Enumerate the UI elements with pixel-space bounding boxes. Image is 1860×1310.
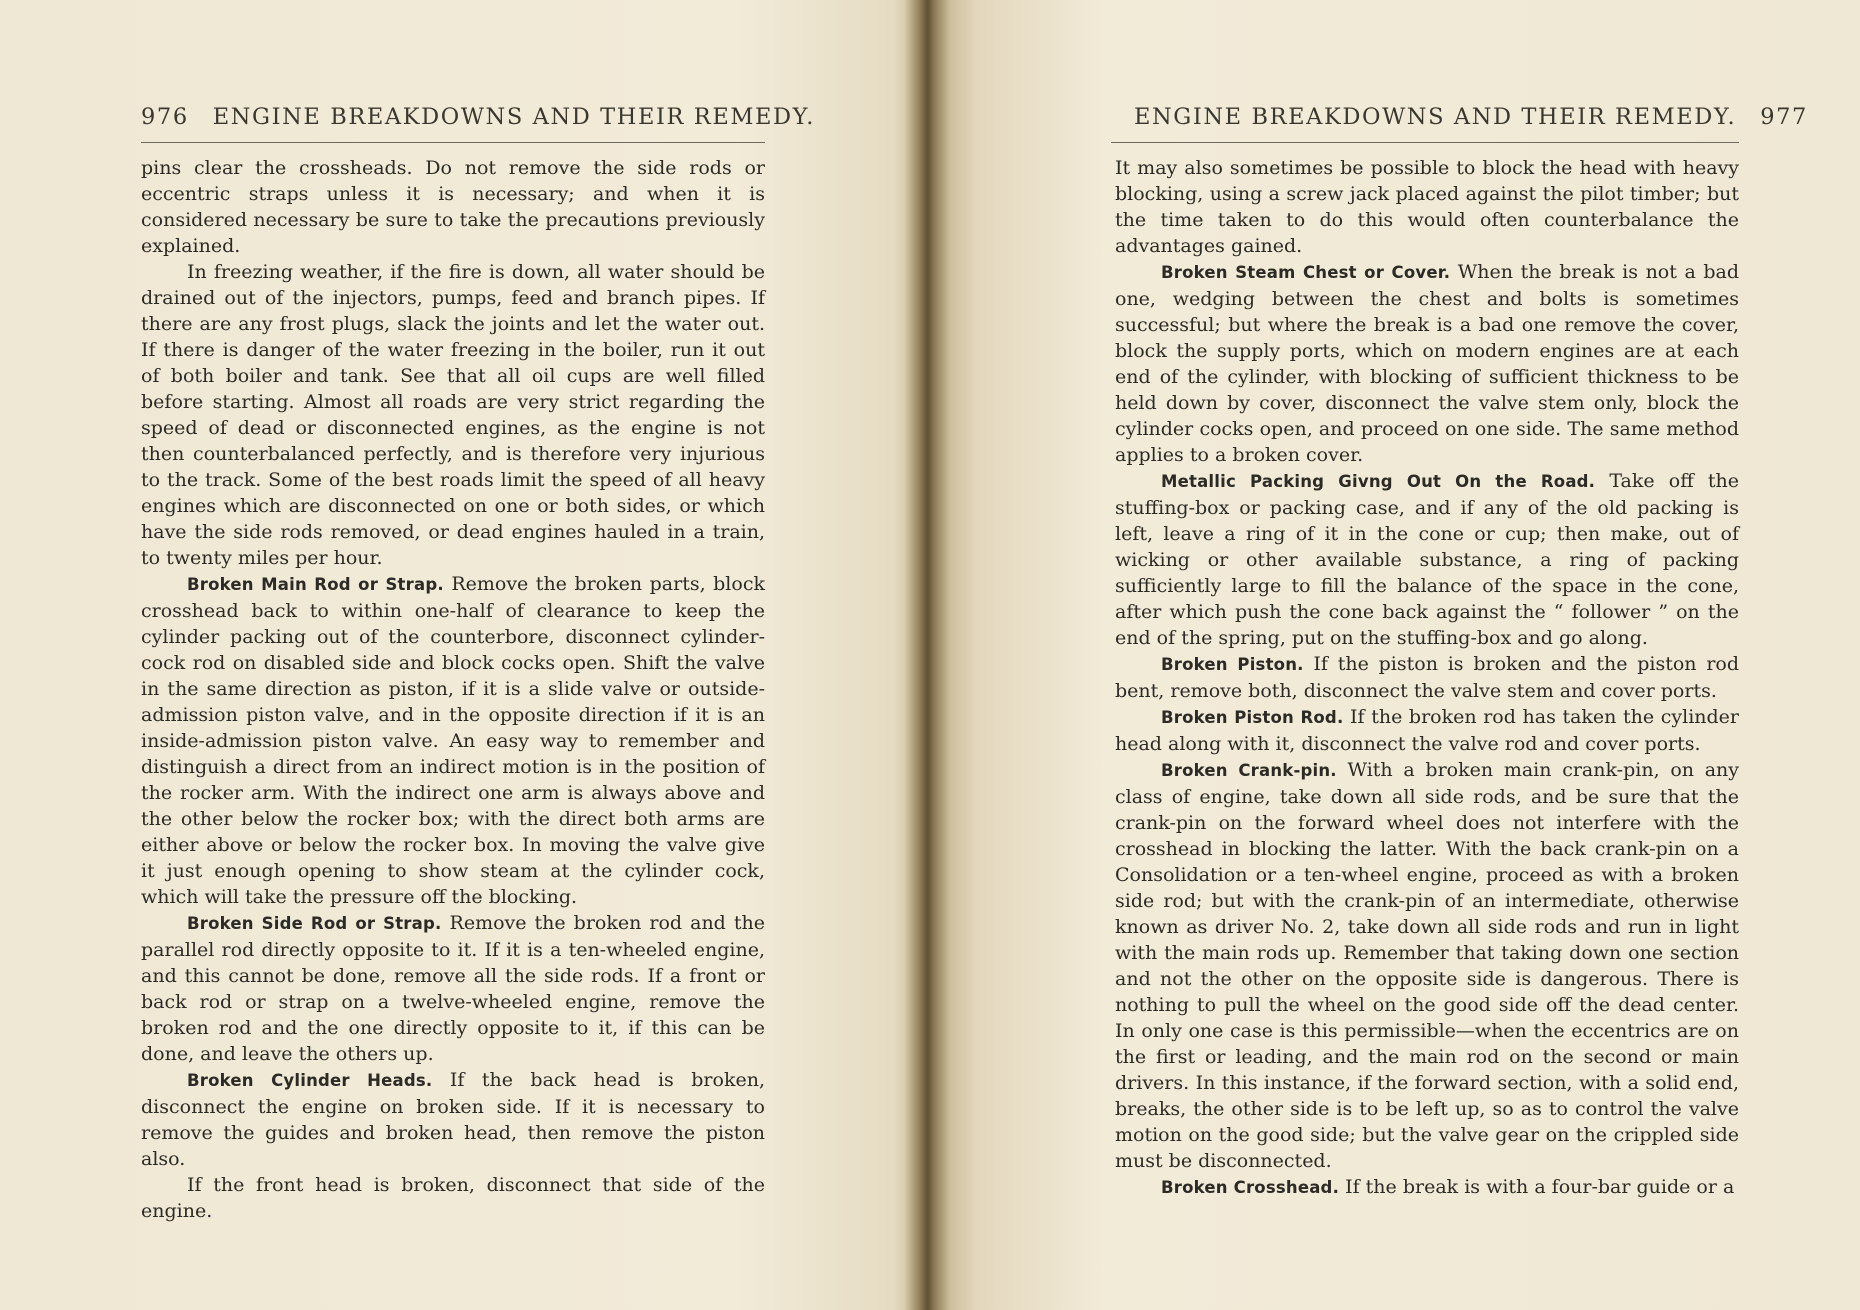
section-heading: Broken Crank-pin. xyxy=(1161,761,1337,780)
left-page-number: 976 xyxy=(141,104,189,130)
paragraph-text: Remove the broken parts, block crosshead back to within one-half of clearance to keep the cylinder packing out of the counterbore, disconnect cylinder-cock rod on disabled side and block cocks open. Shift the valve in the same direction as piston, if it is a slide valve or outside-admission piston valve, and in the opposite direction if it is an inside-admission piston valve. An easy way to remember and distinguish a direct from an indirect motion is in the position of the rocker arm. With the indirect one arm is always above and the other below the rocker box; with the direct both arms are either above or below the rocker box. In moving the valve give it just enough opening to show steam at the cylinder cock, which will take the pressure off the blocking. xyxy=(141,573,765,908)
left-head-title: ENGINE BREAKDOWNS AND THEIR REMEDY. xyxy=(212,104,815,130)
paragraph xyxy=(141,259,765,571)
paragraph-text: Take off the stuffing-box or packing case, and if any of the old packing is left, leave a ring of it in the cone or cup; then make, out of wicking or other available substance, a ring of packing sufficiently large to fill the balance of the space in the cone, after which push the cone back against the “ follower ” on the end of the spring, put on the stuffing-box and go along. xyxy=(1115,470,1739,649)
paragraph-text: If the break is with a four-bar guide or a xyxy=(1345,1176,1735,1198)
paragraph xyxy=(1115,651,1739,704)
paragraph-text: Remove the broken rod and the parallel rod directly opposite to it. If it is a ten-wheeled engine, and this cannot be done, remove all the side rods. If a front or back rod or strap on a twelve-wheeled engine, remove the broken rod and the one directly opposite to it, if this can be done, and leave the others up. xyxy=(141,912,765,1065)
section-heading: Broken Piston Rod. xyxy=(1161,708,1344,727)
paragraph xyxy=(141,1172,765,1224)
paragraph-text: If the piston is broken and the piston rod bent, remove both, disconnect the valve stem and cover ports. xyxy=(1115,653,1740,702)
right-text-column xyxy=(1115,155,1739,1201)
paragraph xyxy=(1115,1174,1739,1201)
section-heading: Broken Piston. xyxy=(1161,655,1304,674)
paragraph xyxy=(141,571,765,910)
paragraph-text: When the break is not a bad one, wedging between the chest and bolts is sometimes successful; but where the break is a bad one remove the cover, block the supply ports, which on modern engines are at each end of the cylinder, with blocking of sufficient thickness to be held down by cover, disconnect the valve stem only, block the cylinder cocks open, and proceed on one side. The same method applies to a broken cover. xyxy=(1115,261,1739,466)
right-page-number: 977 xyxy=(1760,104,1808,130)
paragraph-text: With a broken main crank-pin, on any class of engine, take down all side rods, and be sure that the crank-pin on the forward wheel does not interfere with the crosshead in blocking the latter. With the back crank-pin on a Consolidation or a ten-wheel engine, proceed as with a broken side rod; but with the crank-pin of an intermediate, otherwise known as driver No. 2, take down all side rods and run in light with the main rods up. Remember that taking down one section and not the other on the opposite side is dangerous. There is nothing to pull the wheel on the good side off the dead center. In only one case is this permissible—when the eccentrics are on the first or leading, and the main rod on the second or main drivers. In this instance, if the forward section, with a solid end, breaks, the other side is to be left up, so as to control the valve motion on the good side; but the valve gear on the crippled side must be disconnected. xyxy=(1115,759,1740,1172)
section-heading: Broken Cylinder Heads. xyxy=(187,1071,433,1090)
left-header-rule xyxy=(141,142,765,143)
paragraph xyxy=(141,910,765,1067)
paragraph xyxy=(1115,757,1739,1174)
paragraph xyxy=(141,1067,765,1172)
paragraph xyxy=(1115,259,1739,468)
section-heading: Broken Steam Chest or Cover. xyxy=(1161,263,1451,282)
paragraph-text: If the front head is broken, disconnect that side of the engine. xyxy=(141,1174,765,1222)
paragraph-text: It may also sometimes be possible to block the head with heavy blocking, using a screw jack placed against the pilot timber; but the time taken to do this would often counterbalance the advantages gained. xyxy=(1115,157,1739,257)
paragraph xyxy=(1115,155,1739,259)
section-heading: Metallic Packing Givng Out On the Road. xyxy=(1161,472,1596,491)
section-heading: Broken Main Rod or Strap. xyxy=(187,575,444,594)
right-running-head xyxy=(1134,104,1808,130)
right-header-rule xyxy=(1111,142,1739,143)
section-heading: Broken Crosshead. xyxy=(1161,1178,1340,1197)
paragraph-text: If the broken rod has taken the cylinder head along with it, disconnect the valve rod and cover ports. xyxy=(1115,706,1740,755)
book-gutter xyxy=(905,0,950,1310)
left-running-head xyxy=(141,104,815,130)
left-text-column xyxy=(141,155,765,1224)
right-head-title: ENGINE BREAKDOWNS AND THEIR REMEDY. xyxy=(1134,104,1737,130)
paragraph-text: If the back head is broken, disconnect the engine on broken side. If it is necessary to remove the guides and broken head, then remove the piston also. xyxy=(141,1069,765,1170)
paragraph xyxy=(1115,468,1739,651)
paragraph xyxy=(141,155,765,259)
paragraph xyxy=(1115,704,1739,757)
section-heading: Broken Side Rod or Strap. xyxy=(187,914,442,933)
paragraph-text: In freezing weather, if the fire is down, all water should be drained out of the injectors, pumps, feed and branch pipes. If there are any frost plugs, slack the joints and let the water out. If there is danger of the water freezing in the boiler, run it out of both boiler and tank. See that all oil cups are well filled before starting. Almost all roads are very strict regarding the speed of dead or disconnected engines, as the engine is not then counterbalanced perfectly, and is therefore very injurious to the track. Some of the best roads limit the speed of all heavy engines which are disconnected on one or both sides, or which have the side rods removed, or dead engines hauled in a train, to twenty miles per hour. xyxy=(141,261,765,569)
paragraph-text: pins clear the crossheads. Do not remove the side rods or eccentric straps unless it is necessary; and when it is considered necessary be sure to take the precautions previously explained. xyxy=(141,157,765,257)
